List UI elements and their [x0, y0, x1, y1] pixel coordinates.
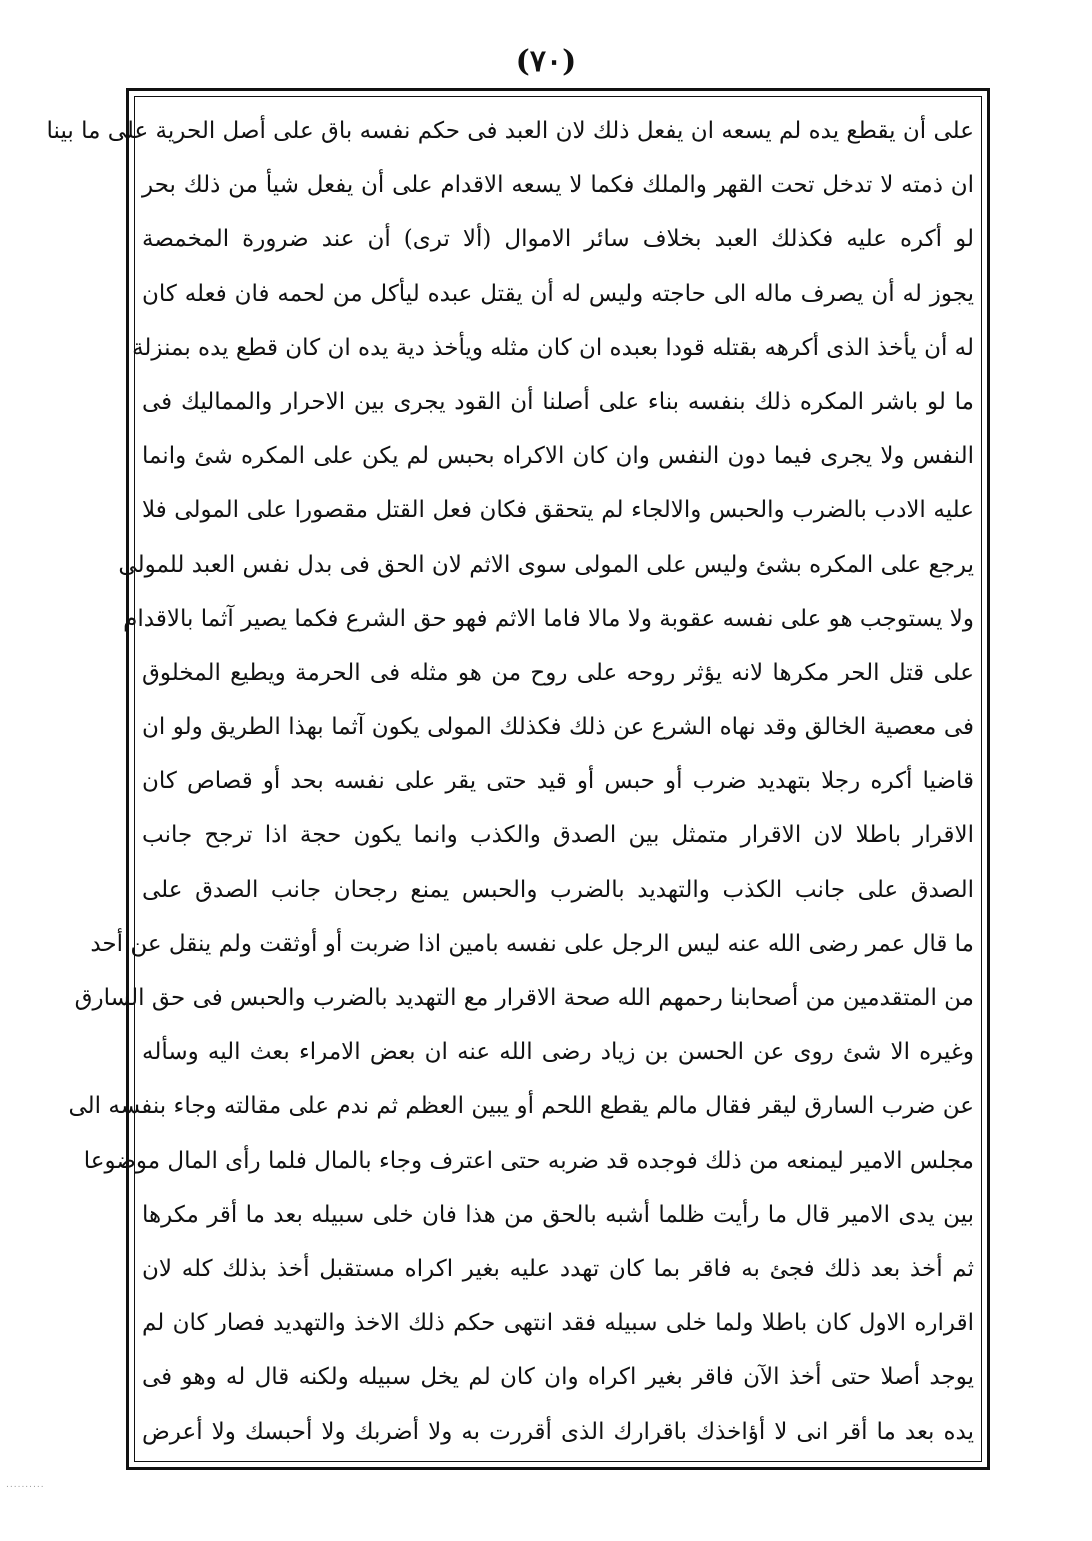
text-line: فى معصية الخالق وقد نهاه الشرع عن ذلك فكذلك المولى يكون آثما بهذا الطريق ولو ان — [142, 714, 974, 741]
text-line: الصدق على جانب الكذب والتهديد بالضرب والحبس يمنع رجحان جانب الصدق على — [142, 876, 974, 903]
text-line: اقراره الاول كان باطلا ولما خلى سبيله فقد انتهى حكم ذلك الاخذ والتهديد فصار كان لم — [142, 1310, 974, 1337]
text-line: له أن يأخذ الذى أكرهه بقتله قودا بعبده ان كان مثله ويأخذ دية يده ان كان قطع يده بمنزلة — [132, 334, 974, 361]
page-number: (٧٠) — [515, 44, 577, 79]
text-line: عن ضرب السارق ليقر فقال مالم يقطع اللحم أو يبين العظم ثم ندم على مقالته وجاء بنفسه الى — [68, 1093, 974, 1120]
text-line: عليه الادب بالضرب والحبس والالجاء لم يتحقق فكان فعل القتل مقصورا على المولى فلا — [142, 497, 974, 524]
text-line: على قتل الحر مكرها لانه يؤثر روحه على روح من هو مثله فى الحرمة ويطيع المخلوق — [142, 659, 974, 686]
text-line: يجوز له أن يصرف ماله الى حاجته وليس له أن يقتل عبده ليأكل من لحمه فان فعله كان — [142, 280, 974, 307]
text-line: ان ذمته لا تدخل تحت القهر والملك فكما لا يسعه الاقدام على أن يفعل شيأ من ذلك بحر — [142, 172, 974, 199]
text-line: ما قال عمر رضى الله عنه ليس الرجل على نفسه بامين اذا ضربت أو أوثقت ولم ينقل عن أحد — [90, 930, 974, 957]
scan-mark: .......... — [6, 1480, 45, 1490]
text-line: لو أكره عليه فكذلك العبد بخلاف سائر الاموال (ألا ترى) أن عند ضرورة المخمصة — [142, 226, 974, 253]
text-line: ولا يستوجب هو على نفسه عقوبة ولا مالا فاما الاثم فهو حق الشرع فكما يصير آثما بالاقدام — [123, 605, 974, 632]
text-line: وغيره الا شئ روى عن الحسن بن زياد رضى الله عنه ان بعض الامراء بعث اليه وسأله — [142, 1039, 974, 1066]
text-line: ما لو باشر المكره ذلك بنفسه بناء على أصلنا أن القود يجرى بين الاحرار والمماليك فى — [142, 388, 974, 415]
text-line: على أن يقطع يده لم يسعه ان يفعل ذلك لان العبد فى حكم نفسه باق على أصل الحرية على ما بينا — [46, 118, 974, 144]
text-line: يوجد أصلا حتى أخذ الآن فاقر بغير اكراه وان كان لم يخل سبيله ولكنه قال له وهو فى — [142, 1364, 974, 1391]
text-line: النفس ولا يجرى فيما دون النفس وان كان الاكراه بحبس لم يكن على المكره شئ وانما — [142, 443, 974, 470]
text-body — [46, 104, 974, 1459]
text-line: بين يدى الامير قال ما رأيت ظلما أشبه بالحق من هذا فان خلى سبيله بعد ما أقر مكرها — [142, 1201, 974, 1228]
text-line: ثم أخذ بعد ذلك فجئ به فاقر بما كان تهدد عليه بغير اكراه مستقبل أخذ بذلك كله لان — [142, 1255, 974, 1282]
text-line: يرجع على المكره بشئ وليس على المولى سوى الاثم لان الحق فى بدل نفس العبد للمولى — [118, 551, 974, 578]
text-line: مجلس الامير ليمنعه من ذلك فوجده قد ضربه حتى اعترف وجاء بالمال فلما رأى المال موضوعا — [83, 1147, 974, 1174]
text-line: من المتقدمين من أصحابنا رحمهم الله صحة الاقرار مع التهديد بالضرب والحبس فى حق السارق — [74, 985, 974, 1011]
text-line: الاقرار باطلا لان الاقرار متمثل بين الصدق والكذب وانما يكون حجة اذا ترجح جانب — [142, 822, 974, 849]
text-line: قاضيا أكره رجلا بتهديد ضرب أو حبس أو قيد حتى يقر على نفسه بحد أو قصاص كان — [142, 768, 974, 795]
text-line: يده بعد ما أقر انى لا أؤاخذك باقرارك الذى أقررت به ولا أضربك ولا أحبسك ولا أعرض — [142, 1418, 974, 1445]
